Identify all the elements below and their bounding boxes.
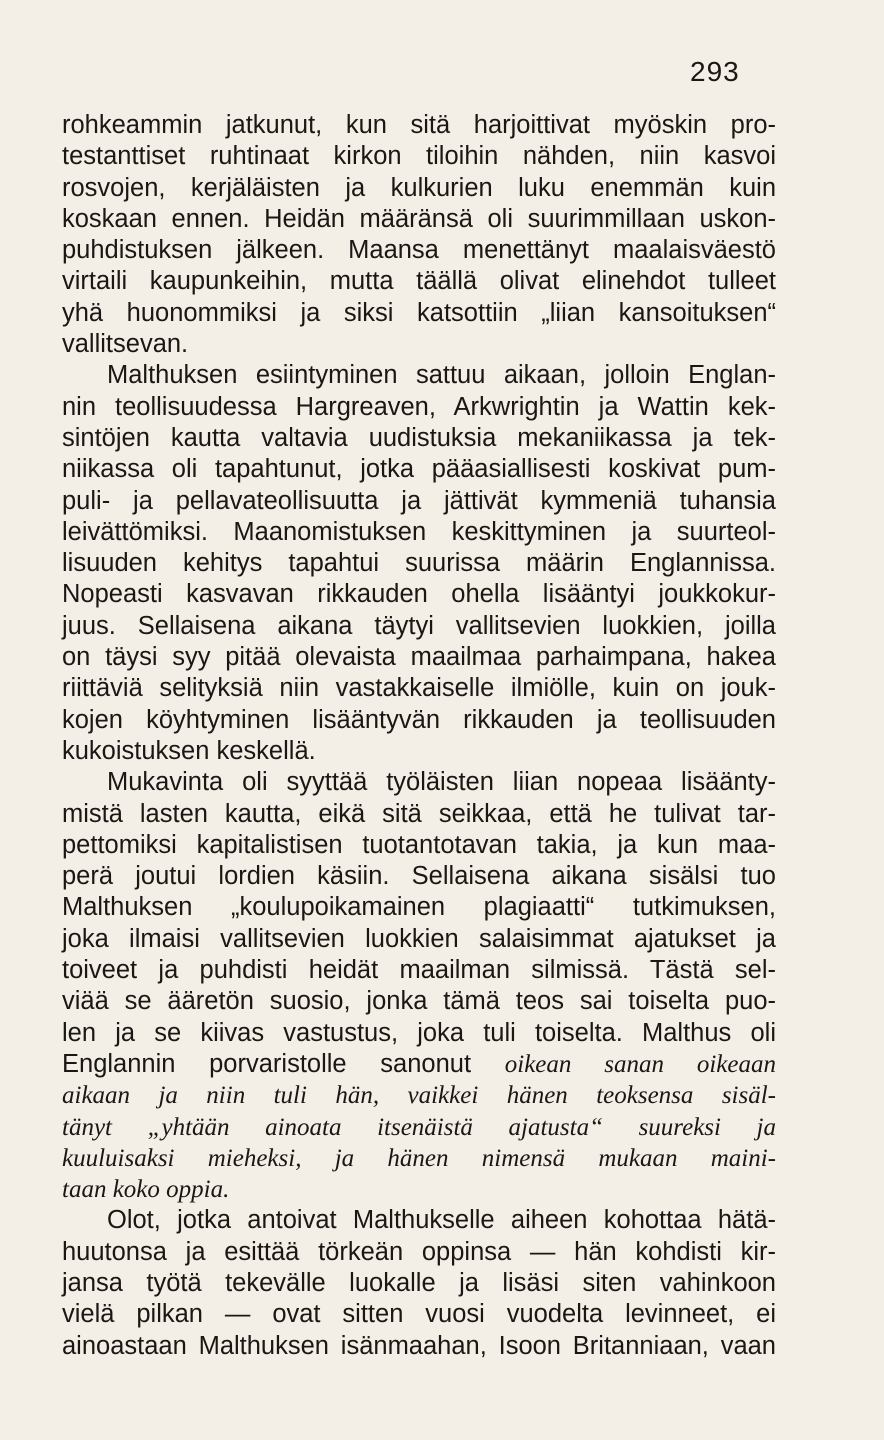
text-line: koskaan ennen. Heidän määränsä oli suurimmillaan uskon- [62,204,776,233]
text-line: tänyt „yhtään ainoata itsenäistä ajatusta“ suureksi ja [62,1113,776,1141]
text-line: Olot, jotka antoivat Malthukselle aiheen kohottaa hätä- [107,1206,776,1235]
text-line: toiveet ja puhdisti heidät maailman silmissä. Tästä sel- [62,956,776,985]
text-line: kojen köyhtyminen lisääntyvän rikkauden ja teollisuuden [62,705,776,734]
text-line: vallitsevan. [62,330,189,359]
text-line: juus. Sellaisena aikana täytyi vallitsevien luokkien, joilla [62,611,776,640]
text-line: viää se ääretön suosio, jonka tämä teos sai toiselta puo- [62,987,776,1016]
text-line: perä joutui lordien käsiin. Sellaisena aikana sisälsi tuo [62,862,776,891]
text-line: rohkeammin jatkunut, kun sitä harjoittivat myöskin pro- [62,111,776,139]
text-line: puhdistuksen jälkeen. Maansa menettänyt maalaisväestö [62,236,776,265]
text-line: niikassa oli tapahtunut, jotka pääasiallisesti koskivat pum- [62,455,776,484]
text-line: yhä huonommiksi ja siksi katsottiin „liian kansoituksen“ [62,298,776,327]
text-line: joka ilmaisi vallitsevien luokkien salaisimmat ajatukset ja [62,924,776,953]
text-line: kuuluisaksi mieheksi, ja hänen nimensä mukaan maini- [62,1144,776,1172]
text-line: lisuuden kehitys tapahtui suurissa määrin Englannissa. [62,549,776,578]
text-line: Mukavinta oli syyttää työläisten liian nopeaa lisäänty- [107,768,776,797]
page-number: 293 [690,56,740,87]
text-line: nin teollisuudessa Hargreaven, Arkwrightin ja Wattin kek- [62,392,776,421]
text-line: len ja se kiivas vastustus, joka tuli toiselta. Malthus oli [62,1018,776,1047]
text-line: on täysi syy pitää olevaista maailmaa parhaimpana, hakea [62,643,776,672]
text-line: riittäviä selityksiä niin vastakkaiselle ilmiölle, kuin on jouk- [62,674,776,703]
text-line: mistä lasten kautta, eikä sitä seikkaa, että he tulivat tar- [62,799,776,828]
text-line: taan koko oppia. [62,1176,230,1204]
body-text [62,110,776,1362]
text-line [62,1049,776,1080]
text-line: jansa työtä tekevälle luokalle ja lisäsi siten vahinkoon [62,1268,776,1297]
text-line: Nopeasti kasvavan rikkauden ohella lisääntyi joukkokur- [62,580,776,609]
text-line: sintöjen kautta valtavia uudistuksia mekaniikassa ja tek- [62,423,776,452]
text-line: rosvojen, kerjäläisten ja kulkurien luku enemmän kuin [62,173,776,202]
text-line: kukoistuksen keskellä. [62,736,316,765]
text-line: Malthuksen esiintyminen sattuu aikaan, jolloin Englan- [107,361,776,390]
text-line: testanttiset ruhtinaat kirkon tiloihin nähden, niin kasvoi [62,142,776,171]
italic-segment: oikean sanan oikeaan [504,1050,776,1078]
text-line: pettomiksi kapitalistisen tuotantotavan takia, ja kun maa- [62,830,776,859]
text-line: virtaili kaupunkeihin, mutta täällä olivat elinehdot tulleet [62,267,776,296]
text-segment: Englannin porvaristolle sanonut [62,1049,505,1078]
text-line: aikaan ja niin tuli hän, vaikkei hänen teoksensa sisäl- [62,1082,776,1110]
text-line: Malthuksen „koulupoikamainen plagiaatti“ tutkimuksen, [62,893,776,922]
text-line: leivättömiksi. Maanomistuksen keskittyminen ja suurteol- [62,517,776,546]
text-line: vielä pilkan — ovat sitten vuosi vuodelta levinneet, ei [62,1300,776,1329]
text-line: puli- ja pellavateollisuutta ja jättivät kymmeniä tuhansia [62,486,776,515]
text-line: ainoastaan Malthuksen isänmaahan, Isoon Britanniaan, vaan [62,1331,776,1360]
text-line: huutonsa ja esittää törkeän oppinsa — hän kohdisti kir- [62,1237,776,1266]
